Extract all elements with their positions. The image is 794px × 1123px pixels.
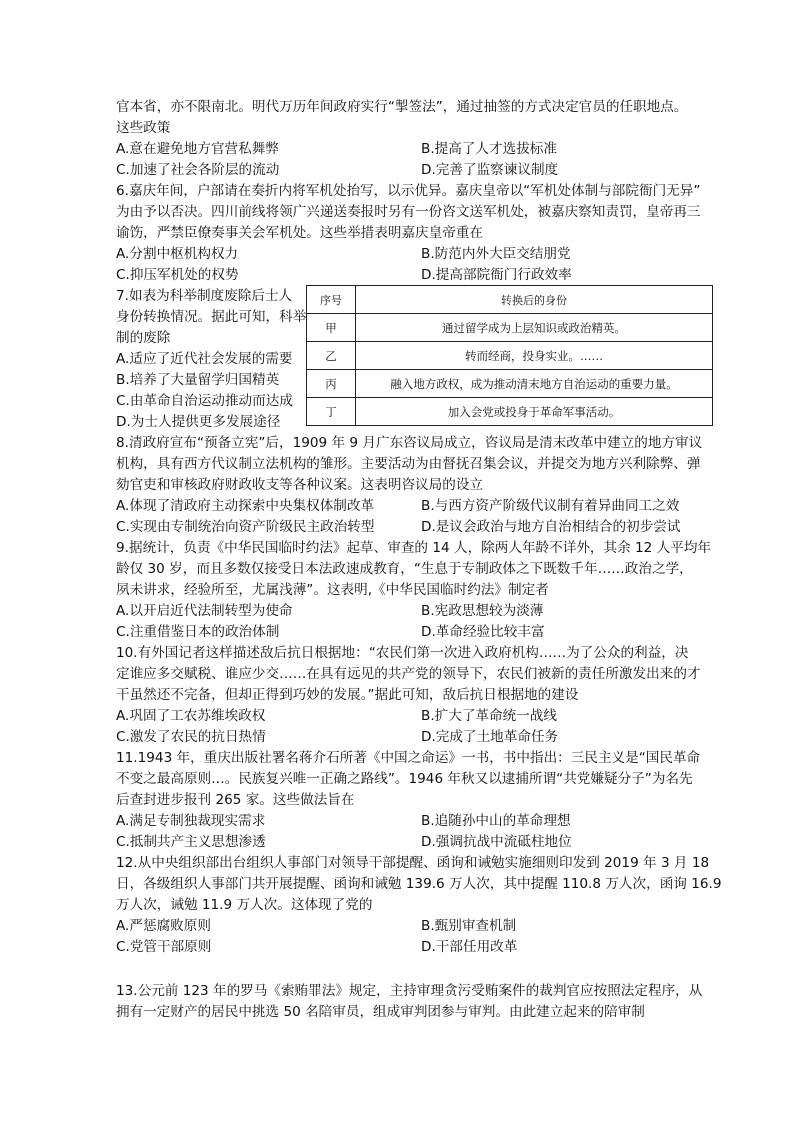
option-c: C.党管干部原则 (116, 939, 212, 955)
text-line: 不变之最高原则…。民族复兴唯一正确之路线”。1946 年秋又以逮捕所谓“共党嫌疑分子”为名先 (116, 771, 693, 787)
option-a: A.以开启近代法制转型为使命 (116, 603, 293, 619)
text-line: 日，各级组织人事部门共开展提醒、函询和诫勉 139.6 万人次，其中提醒 110.8 万人次，函询 16.9 (116, 876, 722, 892)
option-c: C.注重借鉴日本的政治体制 (116, 624, 280, 640)
table-cell: 乙 (307, 342, 356, 370)
text-line: 龄仅 30 岁，而且多数仅接受日本法政速成教育，“生息于专制政体之下既数千年……政治之学， (116, 561, 693, 577)
table-cell: 丁 (307, 398, 356, 426)
text-line: 干虽然还不完备，但却正得到巧妙的发展。”据此可知，敌后抗日根据地的建设 (116, 687, 579, 703)
text-line: 夙未讲求，经验所至，尤属浅薄”。这表明,《中华民国临时约法》制定者 (116, 582, 549, 598)
text-line: 身份转换情况。据此可知，科举 (116, 309, 307, 325)
question-7-text: 7.如表为科举制度废除后士人 (116, 288, 293, 304)
table-header-cell: 序号 (307, 286, 356, 314)
question-8-text: 8.清政府宣布“预备立宪”后，1909 年 9 月广东咨议局成立，咨议局是清末改革中建立的地方审议 (116, 435, 703, 451)
table-row (307, 370, 713, 398)
table-cell: 甲 (307, 314, 356, 342)
option-a: A.意在避免地方官营私舞弊 (116, 141, 279, 157)
option-c: C.抑压军机处的权势 (116, 267, 239, 283)
option-d: D.强调抗战中流砥柱地位 (421, 834, 572, 850)
option-c: C.加速了社会各阶层的流动 (116, 162, 280, 178)
text-line: 谕饬，严禁臣僚奏事关会军机处。这些举措表明嘉庆皇帝重在 (116, 225, 484, 241)
option-d: D.为士人提供更多发展途径 (116, 414, 281, 430)
text-line: 劾官吏和审核政府财政收支等各种议案。这表明咨议局的设立 (116, 477, 484, 493)
option-b: B.培养了大量留学归国精英 (116, 372, 280, 388)
text-line: 制的废除 (116, 330, 171, 346)
table-cell: 通过留学成为上层知识或政治精英。 (356, 314, 713, 342)
table-row (307, 398, 713, 426)
option-c: C.激发了农民的抗日热情 (116, 729, 266, 745)
table-cell: 丙 (307, 370, 356, 398)
table-row (307, 314, 713, 342)
question-6-text: 6.嘉庆年间，户部请在奏折内将军机处抬写，以示优异。嘉庆皇帝以“军机处体制与部院衙门无异” (116, 183, 701, 199)
option-a: A.满足专制独裁现实需求 (116, 813, 266, 829)
option-d: D.提高部院衙门行政效率 (421, 267, 572, 283)
text-line: 这些政策 (116, 120, 171, 136)
option-b: B.与西方资产阶级代议制有着异曲同工之效 (421, 498, 680, 514)
option-d: D.干部任用改革 (421, 939, 518, 955)
text-line: 为由予以否决。四川前线将领广兴递送奏报时另有一份咨文送军机处，被嘉庆察知责罚，皇帝再三 (116, 204, 701, 220)
text-line: 后查封进步报刊 265 家。这些做法旨在 (116, 792, 355, 808)
table-cell: 转而经商，投身实业。…… (356, 342, 713, 370)
option-a: A.体现了清政府主动探索中央集权体制改革 (116, 498, 375, 514)
option-c: C.实现由专制统治向资产阶级民主政治转型 (116, 519, 375, 535)
option-d: D.革命经验比较丰富 (421, 624, 545, 640)
option-a: A.巩固了工农苏维埃政权 (116, 708, 266, 724)
option-b: B.宪政思想较为淡薄 (421, 603, 544, 619)
text-line: 万人次，诫勉 11.9 万人次。这体现了党的 (116, 897, 373, 913)
question-10-text: 10.有外国记者这样描述敌后抗日根据地：“农民们第一次进入政府机构……为了公众的利益，决 (116, 645, 689, 661)
option-b: B.追随孙中山的革命理想 (421, 813, 571, 829)
question-11-text: 11.1943 年，重庆出版社署名蒋介石所著《中国之命运》一书，书中指出：三民主义是“国民革命 (116, 750, 701, 766)
question-12-text: 12.从中央组织部出台组织人事部门对领导干部提醒、函询和诫勉实施细则印发到 2019 年 3 月 18 (116, 855, 710, 871)
text-line: 拥有一定财产的居民中挑选 50 名陪审员，组成审判团参与审判。由此建立起来的陪审制 (116, 1004, 645, 1020)
table-cell: 融入地方政权，成为推动清末地方自治运动的重要力量。 (356, 370, 713, 398)
identity-table (306, 285, 713, 426)
option-b: B.扩大了革命统一战线 (421, 708, 557, 724)
table-header-row (307, 286, 713, 314)
option-d: D.完成了土地革命任务 (421, 729, 559, 745)
text-line: 机构，具有西方代议制立法机构的雏形。主要活动为由督抚召集会议，并提交为地方兴利除弊、弹 (116, 456, 701, 472)
option-a: A.适应了近代社会发展的需要 (116, 351, 293, 367)
option-b: B.甄别审查机制 (421, 918, 517, 934)
text-line: 定谁应多交赋税、谁应少交……在具有远见的共产党的领导下，农民们被新的责任所激发出来的才 (116, 666, 701, 682)
table-header-cell: 转换后的身份 (356, 286, 713, 314)
table-cell: 加入会党或投身于革命军事活动。 (356, 398, 713, 426)
question-9-text: 9.据统计，负责《中华民国临时约法》起草、审查的 14 人，除两人年龄不详外，其余 12 人平均年 (116, 540, 712, 556)
option-a: A.分割中枢机构权力 (116, 246, 239, 262)
option-d: D.是议会政治与地方自治相结合的初步尝试 (421, 519, 681, 535)
option-b: B.提高了人才选拔标准 (421, 141, 557, 157)
option-b: B.防范内外大臣交结朋党 (421, 246, 571, 262)
option-c: C.由革命自治运动推动而达成 (116, 393, 293, 409)
table-row (307, 342, 713, 370)
option-c: C.抵制共产主义思想渗透 (116, 834, 266, 850)
question-13-text: 13.公元前 123 年的罗马《索贿罪法》规定，主持审理贪污受贿案件的裁判官应按照法定程序，从 (116, 983, 703, 999)
option-a: A.严惩腐败原则 (116, 918, 211, 934)
text-line: 官本省，亦不限南北。明代万历年间政府实行“掣签法”，通过抽签的方式决定官员的任职地点。 (116, 99, 688, 115)
option-d: D.完善了监察谏议制度 (421, 162, 559, 178)
